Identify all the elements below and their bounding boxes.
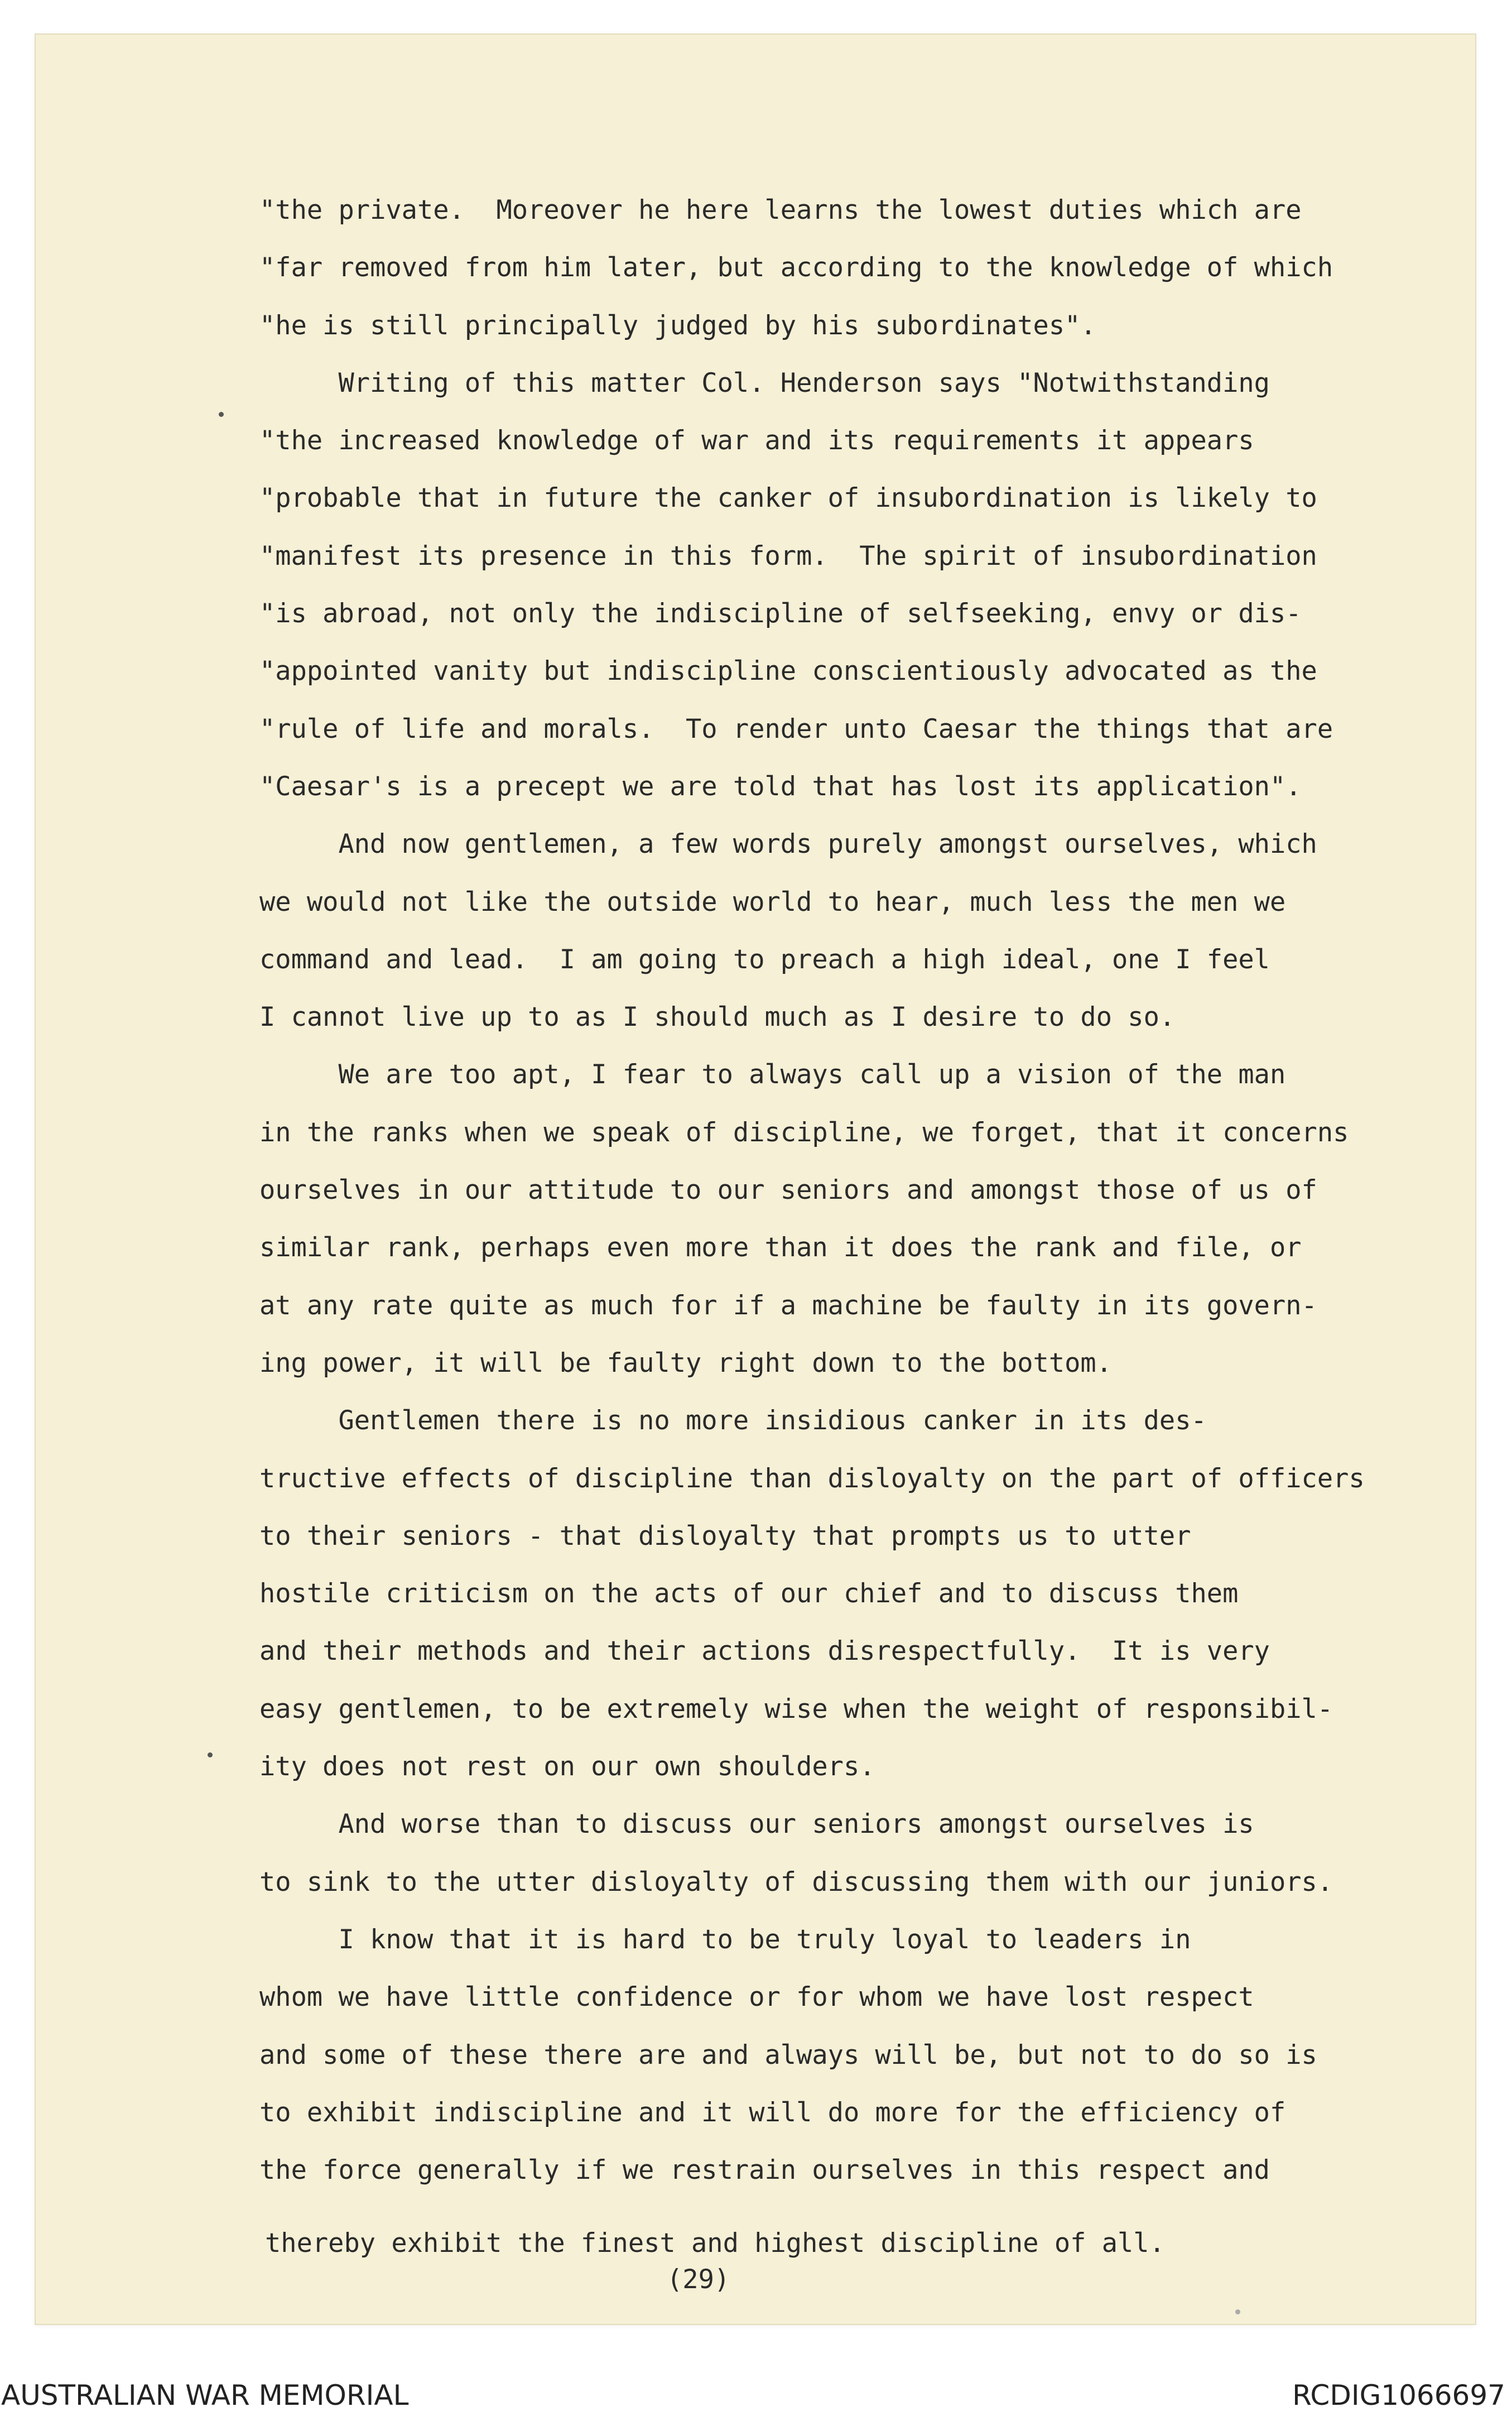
- text-line: "is abroad, not only the indiscipline of selfseeking, envy or dis-: [259, 598, 1302, 630]
- text-line: "rule of life and morals. To render unto Caesar the things that are: [259, 713, 1333, 744]
- text-line: Gentlemen there is no more insidious canker in its des-: [259, 1405, 1207, 1437]
- document-last-line: thereby exhibit the finest and highest discipline of all.: [265, 2228, 1165, 2259]
- text-line: I know that it is hard to be truly loyal to leaders in: [259, 1924, 1191, 1955]
- text-line: and some of these there are and always will be, but not to do so is: [259, 2039, 1317, 2071]
- text-line: command and lead. I am going to preach a high ideal, one I feel: [259, 944, 1270, 975]
- text-line: "manifest its presence in this form. The spirit of insubordination: [259, 540, 1317, 571]
- text-line: "appointed vanity but indiscipline conscientiously advocated as the: [259, 656, 1317, 687]
- text-line: ourselves in our attitude to our seniors and amongst those of us of: [259, 1175, 1317, 1206]
- text-line: "the private. Moreover he here learns the lowest duties which are: [259, 195, 1302, 225]
- paper-spot: [1235, 2309, 1240, 2314]
- text-line: "probable that in future the canker of insubordination is likely to: [259, 483, 1317, 514]
- text-line: ity does not rest on our own shoulders.: [259, 1751, 875, 1783]
- margin-mark: [208, 1752, 213, 1757]
- text-line: And worse than to discuss our seniors amongst ourselves is: [259, 1809, 1254, 1840]
- text-line: easy gentlemen, to be extremely wise when the weight of responsibil-: [259, 1693, 1333, 1725]
- text-line: And now gentlemen, a few words purely amongst ourselves, which: [259, 829, 1317, 860]
- text-line: to exhibit indiscipline and it will do more for the efficiency of: [259, 2097, 1286, 2128]
- page-number: (29): [667, 2264, 730, 2295]
- text-line: We are too apt, I fear to always call up a vision of the man: [259, 1059, 1286, 1091]
- text-line: "the increased knowledge of war and its requirements it appears: [259, 425, 1254, 457]
- text-line: to their seniors - that disloyalty that prompts us to utter: [259, 1520, 1191, 1551]
- document-body: [259, 181, 1487, 2199]
- text-line: tructive effects of discipline than disloyalty on the part of officers: [259, 1463, 1365, 1494]
- text-line: ing power, it will be faulty right down to the bottom.: [259, 1347, 1113, 1378]
- text-line: I cannot live up to as I should much as I desire to do so.: [259, 1002, 1176, 1033]
- footer-archive-name: AUSTRALIAN WAR MEMORIAL: [1, 2379, 409, 2412]
- text-line: to sink to the utter disloyalty of discussing them with our juniors.: [259, 1866, 1333, 1898]
- text-line: the force generally if we restrain ourselves in this respect and: [259, 2155, 1270, 2186]
- text-line: and their methods and their actions disrespectfully. It is very: [259, 1636, 1270, 1667]
- text-line: we would not like the outside world to hear, much less the men we: [259, 886, 1286, 918]
- text-line: whom we have little confidence or for whom we have lost respect: [259, 1982, 1254, 2013]
- text-line: "he is still principally judged by his subordinates".: [259, 310, 1096, 341]
- text-line: hostile criticism on the acts of our chief and to discuss them: [259, 1578, 1239, 1610]
- text-line: in the ranks when we speak of discipline, we forget, that it concerns: [259, 1117, 1349, 1148]
- text-line: similar rank, perhaps even more than it does the rank and file, or: [259, 1232, 1302, 1264]
- margin-mark: [219, 412, 224, 417]
- text-line: "Caesar's is a precept we are told that has lost its application".: [259, 771, 1302, 802]
- text-line: "far removed from him later, but according to the knowledge of which: [259, 252, 1333, 284]
- text-line: at any rate quite as much for if a machine be faulty in its govern-: [259, 1290, 1317, 1321]
- footer-record-id: RCDIG1066697: [1292, 2379, 1505, 2412]
- text-line: Writing of this matter Col. Henderson says "Notwithstanding: [259, 367, 1270, 398]
